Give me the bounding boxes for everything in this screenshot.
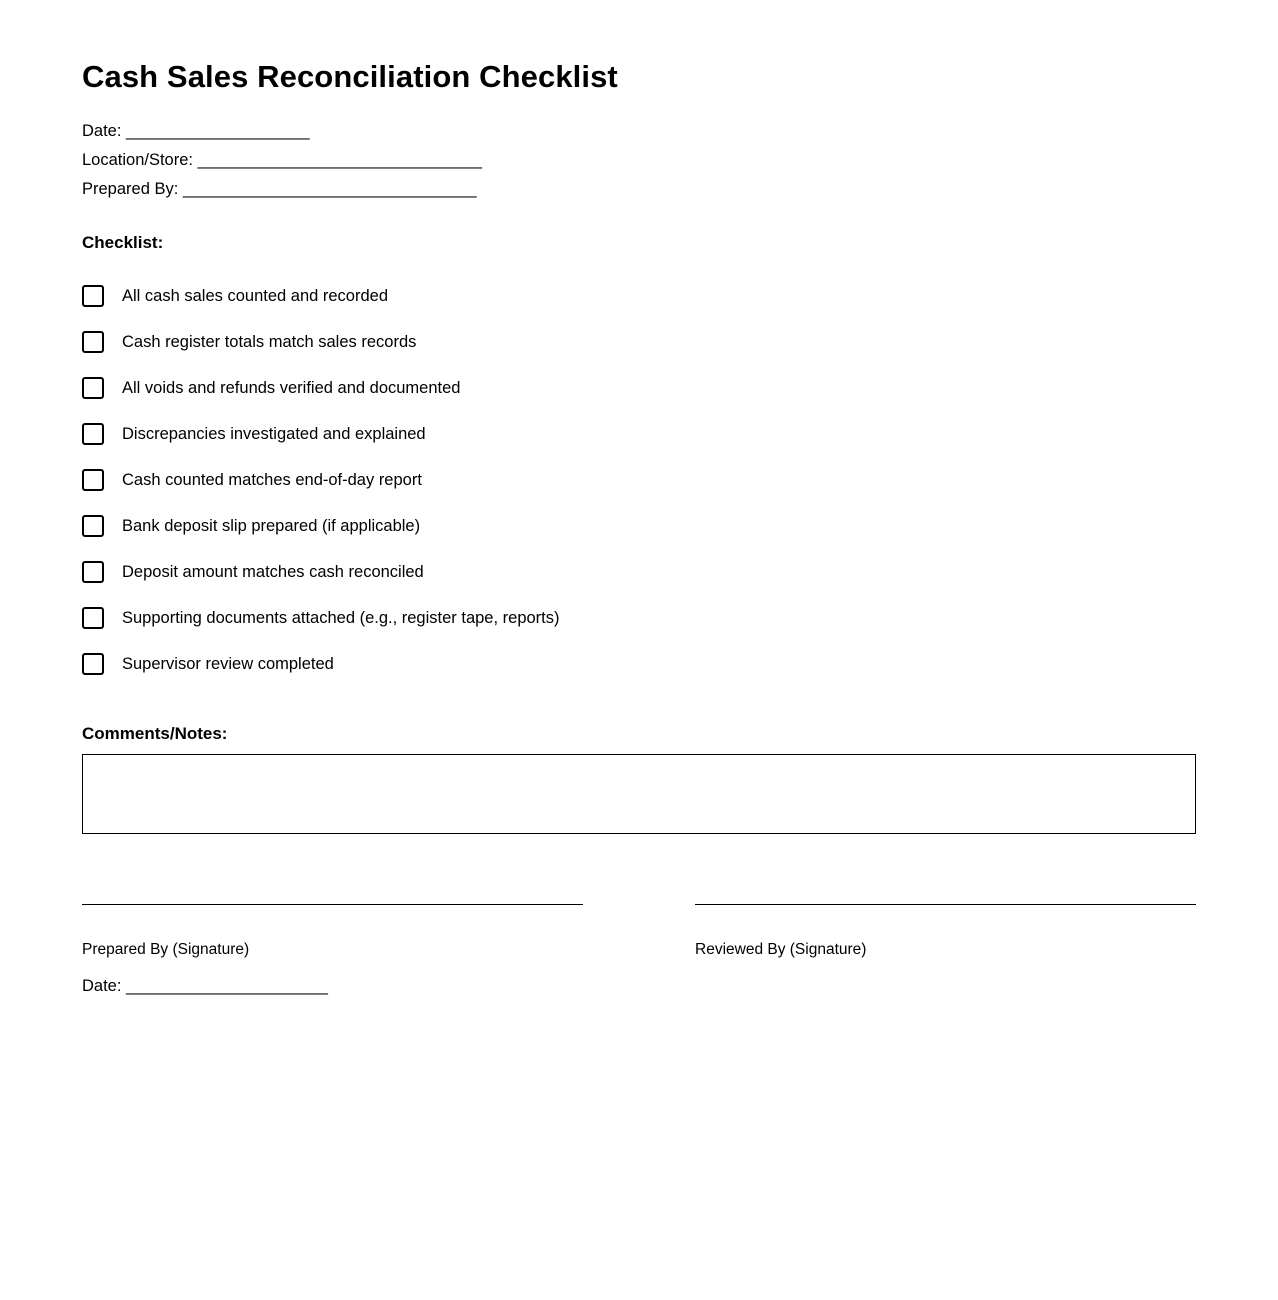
checkbox[interactable]: [82, 423, 104, 445]
checklist: [82, 285, 882, 699]
reviewed-by-signature-line[interactable]: [695, 904, 1196, 905]
checklist-item-label: Supporting documents attached (e.g., register tape, reports): [122, 609, 560, 627]
checklist-item-label: Discrepancies investigated and explained: [122, 425, 426, 443]
checkbox[interactable]: [82, 285, 104, 307]
checklist-item: [82, 515, 882, 561]
checklist-item: [82, 561, 882, 607]
comments-textarea[interactable]: [82, 754, 1196, 834]
checklist-item-label: Cash counted matches end-of-day report: [122, 471, 422, 489]
document-title: Cash Sales Reconciliation Checklist: [82, 59, 618, 94]
checklist-item-label: Cash register totals match sales records: [122, 333, 417, 351]
checklist-item-label: Deposit amount matches cash reconciled: [122, 563, 424, 581]
prepared-by-signature-line[interactable]: [82, 904, 583, 905]
prepared-by-field[interactable]: Prepared By: ________________________________: [82, 180, 477, 198]
checkbox[interactable]: [82, 561, 104, 583]
checklist-item: [82, 607, 882, 653]
checklist-item: [82, 331, 882, 377]
date-field[interactable]: Date: ____________________: [82, 122, 310, 140]
checklist-item-label: Bank deposit slip prepared (if applicable): [122, 517, 421, 535]
location-store-field[interactable]: Location/Store: _______________________________: [82, 151, 483, 169]
checklist-item-label: Supervisor review completed: [122, 655, 334, 673]
comments-heading: Comments/Notes:: [82, 724, 228, 743]
checklist-item: [82, 423, 882, 469]
checklist-item: [82, 653, 882, 699]
checklist-item: [82, 469, 882, 515]
prepared-by-signature-label: Prepared By (Signature): [82, 941, 250, 958]
checkbox[interactable]: [82, 653, 104, 675]
reviewed-by-signature-label: Reviewed By (Signature): [695, 941, 867, 958]
checkbox[interactable]: [82, 469, 104, 491]
checklist-item-label: All voids and refunds verified and documented: [122, 379, 461, 397]
checklist-item-label: All cash sales counted and recorded: [122, 287, 388, 305]
checklist-item: [82, 377, 882, 423]
checkbox[interactable]: [82, 515, 104, 537]
checkbox[interactable]: [82, 607, 104, 629]
checklist-item: [82, 285, 882, 331]
checklist-heading: Checklist:: [82, 233, 164, 252]
signature-date-field[interactable]: Date: ______________________: [82, 977, 328, 995]
checkbox[interactable]: [82, 377, 104, 399]
checkbox[interactable]: [82, 331, 104, 353]
